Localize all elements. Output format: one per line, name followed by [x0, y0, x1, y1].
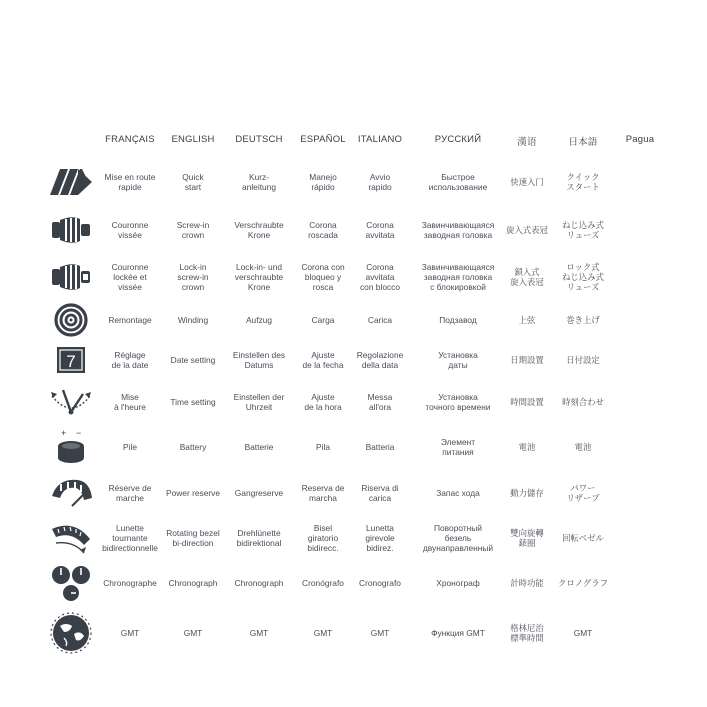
- cell-extra: [615, 425, 665, 469]
- table-row: [0, 515, 707, 561]
- date-digit: 7: [66, 352, 76, 371]
- cell-spanish: Corona roscada: [308, 220, 338, 240]
- cell-german: Einstellen des Datums: [232, 350, 286, 370]
- cell-chinese: 動力儲存: [510, 488, 544, 498]
- cell-german: GMT: [249, 628, 269, 638]
- table-row: [0, 608, 707, 658]
- cell-extra: [615, 254, 665, 300]
- cell-german: Einstellen der Uhrzeit: [233, 392, 285, 412]
- cell-german: Drehlünette bidirektional: [236, 528, 282, 548]
- column-header-japanese: 日本語: [568, 137, 598, 148]
- cell-french: Chronographe: [103, 578, 157, 588]
- cell-extra: [615, 472, 665, 514]
- cell-italian: Avvio rapido: [368, 172, 392, 192]
- cell-russian: Запас хода: [436, 488, 480, 498]
- crown-unscrewed-icon: [46, 208, 96, 252]
- cell-extra: [615, 208, 665, 252]
- cell-italian: Corona avvitata con blocco: [359, 262, 401, 292]
- cell-chinese: 旋入式表冠: [506, 225, 548, 235]
- cell-german: Chronograph: [234, 578, 284, 588]
- cell-chinese: 日期設置: [510, 355, 544, 365]
- table-row: [0, 341, 707, 379]
- cell-italian: Lunetta girevole bidirez.: [365, 523, 395, 553]
- cell-spanish: Carga: [311, 315, 335, 325]
- cell-english: Power reserve: [166, 488, 220, 498]
- cell-spanish: Bisel giratorio bidirecc.: [307, 523, 339, 553]
- cell-spanish: Ajuste de la fecha: [302, 350, 344, 370]
- cell-italian: Cronografo: [359, 578, 401, 588]
- cell-russian: Завинчивающаяся заводная головка: [421, 220, 495, 240]
- cell-english: Chronograph: [168, 578, 218, 588]
- winding-spiral-icon: [46, 301, 96, 339]
- cell-french: Mise en route rapide: [104, 172, 156, 192]
- column-header-extra: Pagua: [625, 134, 655, 145]
- cell-extra: [615, 562, 665, 604]
- table-row: [0, 472, 707, 514]
- cell-english: GMT: [183, 628, 203, 638]
- chronograph-subdials-icon: [46, 562, 96, 604]
- cell-russian: Быстрое использование: [428, 172, 488, 192]
- column-header-english: ENGLISH: [171, 134, 215, 145]
- column-header-german: DEUTSCH: [235, 134, 283, 145]
- table-row: [0, 562, 707, 604]
- table-row: [0, 425, 707, 469]
- column-header-russian: РУССКИЙ: [434, 134, 482, 145]
- cell-spanish: Manejo rápido: [309, 172, 337, 192]
- cell-english: Battery: [179, 442, 207, 452]
- cell-english: Quick start: [182, 172, 204, 192]
- cell-spanish: Corona con bloqueo y rosca: [301, 262, 345, 292]
- cell-english: Time setting: [170, 397, 216, 407]
- cell-english: Winding: [177, 315, 209, 325]
- cell-russian: Функция GMT: [431, 628, 485, 638]
- power-reserve-icon: [46, 472, 96, 514]
- cell-italian: GMT: [370, 628, 390, 638]
- cell-japanese: ねじ込み式 リューズ: [562, 220, 604, 240]
- rotating-bezel-icon: [46, 515, 96, 561]
- cell-extra: [615, 381, 665, 423]
- table-row: [0, 381, 707, 423]
- cell-japanese: ロック式 ねじ込み式 リューズ: [562, 262, 604, 292]
- cell-japanese: GMT: [573, 628, 593, 638]
- cell-italian: Riserva di carica: [361, 483, 399, 503]
- cell-spanish: Pila: [316, 442, 330, 452]
- cell-russian: Поворотный безель двунаправленный: [422, 523, 494, 553]
- date-setting-icon: [46, 341, 96, 379]
- cell-spanish: GMT: [313, 628, 333, 638]
- cell-french: Remontage: [108, 315, 152, 325]
- cell-japanese: 回転ベゼル: [562, 533, 604, 543]
- cell-french: GMT: [120, 628, 140, 638]
- cell-spanish: Cronógrafo: [302, 578, 344, 588]
- cell-german: Kurz- anleitung: [242, 172, 276, 192]
- cell-japanese: パワー リザーブ: [566, 483, 600, 503]
- svg-text:−: −: [76, 428, 82, 438]
- cell-japanese: 日付設定: [566, 355, 600, 365]
- table-row: [0, 254, 707, 300]
- cell-english: Screw-in crown: [176, 220, 210, 240]
- cell-chinese: 鎖入式 旋入表冠: [510, 267, 544, 287]
- cell-russian: Установка точного времени: [425, 392, 491, 412]
- cell-italian: Regolazione della data: [356, 350, 404, 370]
- cell-spanish: Reserva de marcha: [301, 483, 345, 503]
- cell-italian: Batteria: [365, 442, 395, 452]
- svg-text:+: +: [61, 428, 67, 438]
- column-header-chinese: 漢语: [517, 137, 537, 148]
- cell-german: Batterie: [244, 442, 274, 452]
- cell-french: Couronne lockée et vissée: [111, 262, 149, 292]
- cell-extra: [615, 160, 665, 204]
- globe-gmt-icon: [46, 608, 96, 658]
- cell-russian: Подзавод: [439, 315, 477, 325]
- cell-extra: [615, 301, 665, 339]
- cell-chinese: 快速入门: [510, 177, 544, 187]
- cell-german: Verschraubte Krone: [234, 220, 284, 240]
- cell-chinese: 格林尼治 標準時間: [510, 623, 544, 643]
- cell-chinese: 計時功能: [510, 578, 544, 588]
- quick-start-arrows-icon: [46, 160, 96, 204]
- cell-italian: Carica: [367, 315, 393, 325]
- cell-german: Aufzug: [245, 315, 273, 325]
- cell-japanese: クイック スタート: [566, 172, 600, 192]
- table-row: [0, 208, 707, 252]
- cell-french: Réserve de marche: [108, 483, 152, 503]
- cell-extra: [615, 608, 665, 658]
- cell-extra: [615, 515, 665, 561]
- cell-chinese: 時間設置: [510, 397, 544, 407]
- cell-french: Mise à l'heure: [114, 392, 146, 412]
- cell-chinese: 上弦: [518, 315, 536, 325]
- cell-japanese: クロノグラフ: [558, 578, 608, 588]
- battery-icon: [46, 425, 96, 469]
- cell-russian: Установка даты: [438, 350, 478, 370]
- cell-french: Couronne vissée: [111, 220, 149, 240]
- column-header-italian: ITALIANO: [357, 134, 403, 145]
- cell-french: Lunette tournante bidirectionnelle: [102, 523, 158, 553]
- table-row: [0, 160, 707, 204]
- cell-italian: Messa all'ora: [367, 392, 393, 412]
- cell-russian: Завинчивающаяся заводная головка с блокировкой: [421, 262, 495, 292]
- cell-english: Lock-in screw-in crown: [177, 262, 209, 292]
- time-setting-hands-icon: [46, 381, 96, 423]
- cell-chinese: 雙向旋轉 錶圈: [510, 528, 544, 548]
- cell-french: Réglage de la date: [111, 350, 149, 370]
- cell-english: Date setting: [170, 355, 216, 365]
- cell-french: Pile: [123, 442, 137, 452]
- cell-russian: Элемент питания: [440, 437, 476, 457]
- column-header-french: FRANÇAIS: [105, 134, 155, 145]
- cell-japanese: 時刻合わせ: [562, 397, 604, 407]
- cell-german: Lock-in- und verschraubte Krone: [234, 262, 284, 292]
- column-header-spanish: ESPAÑOL: [300, 134, 346, 145]
- cell-extra: [615, 341, 665, 379]
- table-row: [0, 301, 707, 339]
- cell-japanese: 巻き上げ: [566, 315, 600, 325]
- cell-japanese: 電池: [574, 442, 592, 452]
- cell-spanish: Ajuste de la hora: [304, 392, 342, 412]
- cell-german: Gangreserve: [234, 488, 284, 498]
- cell-chinese: 電池: [518, 442, 536, 452]
- cell-english: Rotating bezel bi-direction: [166, 528, 220, 548]
- cell-russian: Хронограф: [436, 578, 480, 588]
- crown-locked-icon: [46, 254, 96, 300]
- cell-italian: Corona avvitata: [365, 220, 395, 240]
